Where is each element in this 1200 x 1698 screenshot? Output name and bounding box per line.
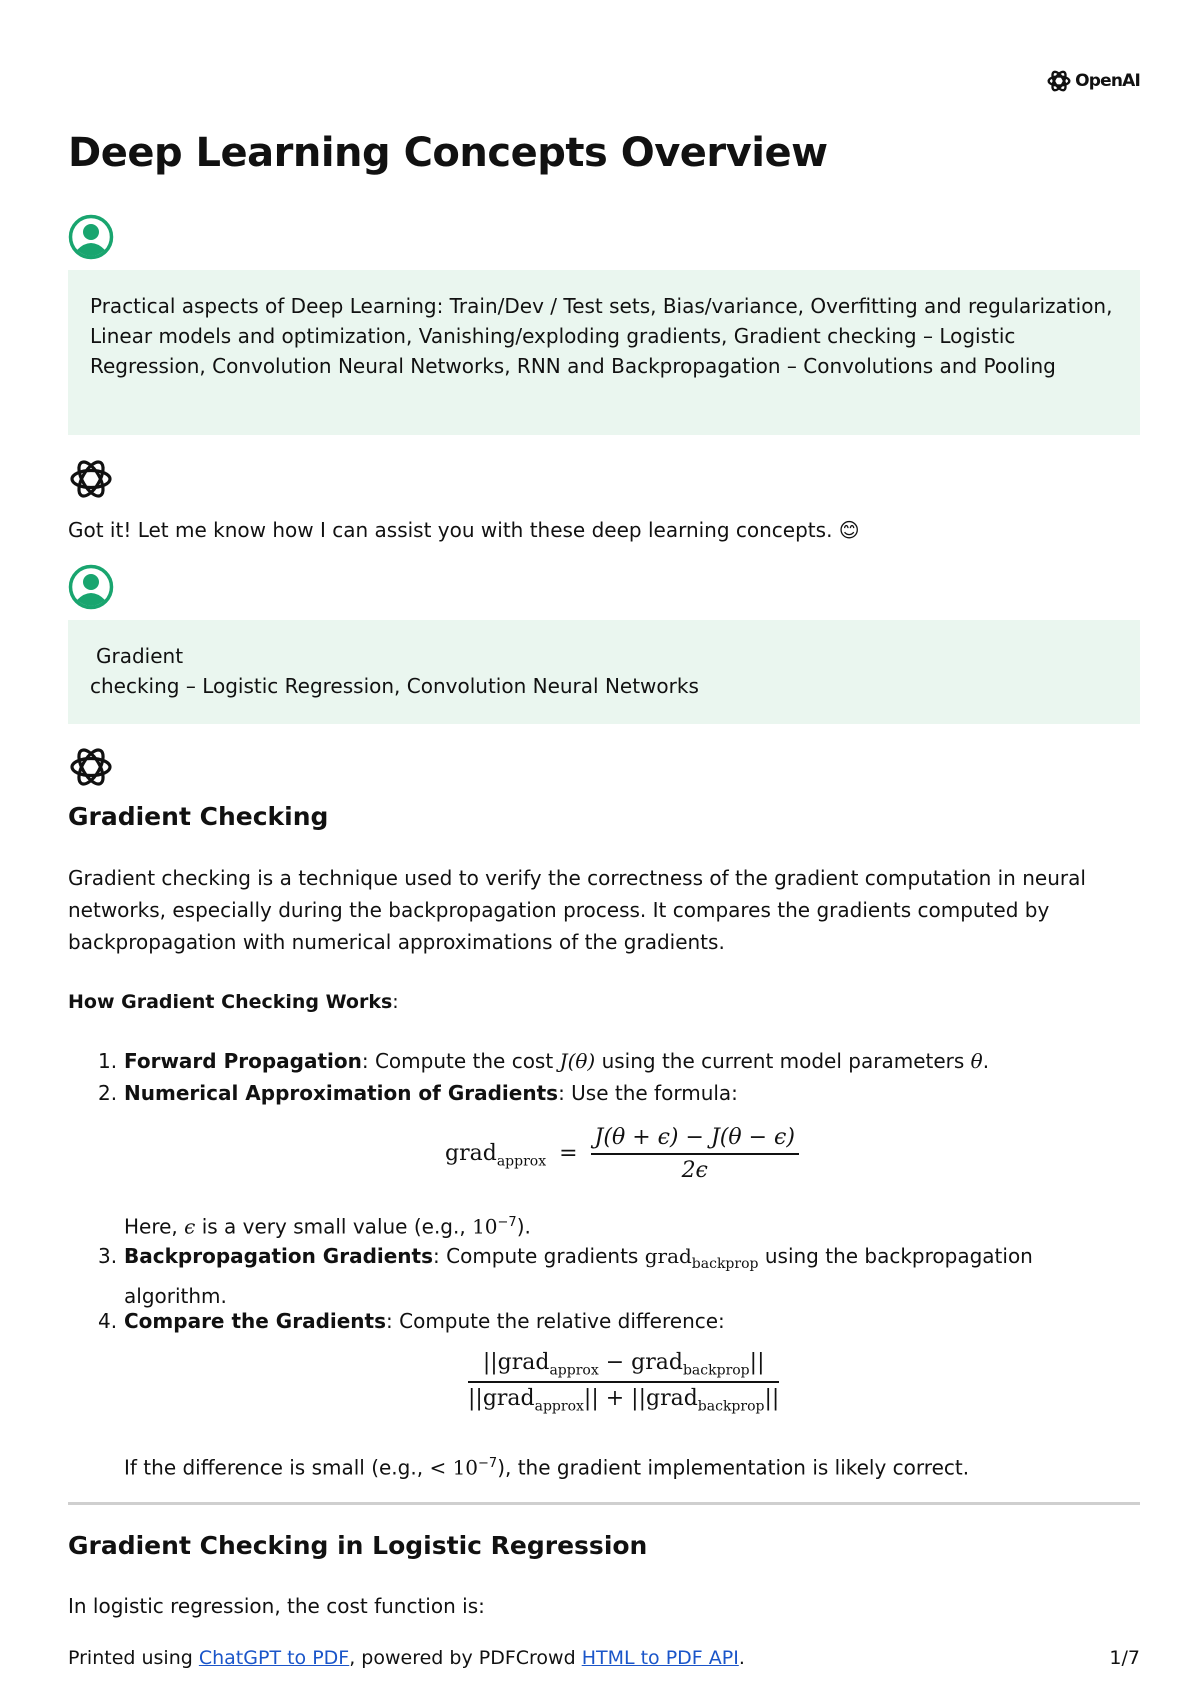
step-1-text-c: . (982, 1049, 990, 1073)
user-message-2-line2: checking – Logistic Regression, Convolution Neural Networks (90, 674, 699, 698)
step-4-text: : Compute the relative difference: (386, 1309, 725, 1333)
chatgpt-logo-icon (68, 744, 114, 790)
section-heading-gradient-checking: Gradient Checking (68, 802, 329, 831)
step-1-text-b: using the current model parameters (595, 1049, 971, 1073)
how-it-works-label: How Gradient Checking Works (68, 991, 393, 1013)
formula-numerator: J(θ + ϵ) − J(θ − ϵ) (591, 1125, 799, 1155)
relative-difference-denominator (468, 1383, 779, 1414)
section-heading-logistic-regression: Gradient Checking in Logistic Regression (68, 1531, 648, 1560)
page-number: 1/7 (1109, 1647, 1140, 1669)
openai-logo-icon (1046, 68, 1072, 94)
step-2-text: : Use the formula: (558, 1081, 738, 1105)
note-threshold-b: ), the gradient implementation is likely correct. (497, 1455, 970, 1480)
chatgpt-to-pdf-link[interactable]: ChatGPT to PDF (198, 1647, 350, 1669)
note-threshold-base: 10 (452, 1455, 479, 1480)
note-threshold-lt: < (429, 1455, 453, 1480)
section-2-intro: In logistic regression, the cost function is: (68, 1594, 485, 1618)
note-threshold-a: If the difference is small (e.g., (124, 1455, 430, 1480)
formula-relative-difference (468, 1350, 779, 1415)
num-sub-b: backprop (682, 1362, 750, 1379)
step-4 (124, 1305, 1104, 1337)
step-3 (124, 1240, 1084, 1312)
note-epsilon-b: is a very small value (e.g., (195, 1214, 473, 1239)
section-1-intro: Gradient checking is a technique used to verify the correctness of the gradient computation in neural networks, especially during the backpropagation process. It compares the gradients computed by backpropagation with numerical approximations of the gradients. (68, 866, 1086, 954)
step-number: 2. (98, 1081, 118, 1105)
formula-equals: = (559, 1141, 578, 1166)
step-3-grad-sub: backprop (691, 1256, 759, 1272)
note-epsilon-symbol: ϵ (184, 1214, 196, 1239)
num-mid: − grad (598, 1350, 683, 1375)
user-avatar-icon (68, 214, 114, 260)
user-message-1 (68, 270, 1140, 435)
note-epsilon-a: Here, (124, 1214, 185, 1239)
step-1-text-a: : Compute the cost (361, 1049, 560, 1073)
note-epsilon-c: ). (516, 1214, 531, 1239)
user-avatar-icon (68, 564, 114, 610)
step-4-label: Compare the Gradients (124, 1309, 387, 1333)
user-message-2 (68, 620, 1140, 724)
step-2 (124, 1077, 1104, 1109)
step-1-math-theta: θ (970, 1049, 983, 1073)
formula-lhs-sub: approx (496, 1153, 547, 1170)
note-epsilon-base: 10 (472, 1214, 498, 1239)
relative-difference-numerator (468, 1350, 779, 1383)
how-it-works-heading (68, 986, 1140, 1018)
footer-suffix: . (738, 1647, 745, 1669)
den-sub-a: approx (534, 1398, 584, 1415)
html-to-pdf-api-link[interactable]: HTML to PDF API (581, 1647, 739, 1669)
note-threshold-exp: −7 (478, 1456, 498, 1471)
footer-middle: , powered by PDFCrowd (349, 1647, 582, 1669)
step-3-text-b: using the backpropagation algorithm. (124, 1244, 1033, 1308)
num-end: || (749, 1350, 765, 1375)
num-sub-a: approx (549, 1362, 599, 1379)
page-title: Deep Learning Concepts Overview (68, 130, 828, 176)
step-3-text-a: : Compute gradients (433, 1244, 645, 1268)
den-sub-b: backprop (697, 1398, 765, 1415)
footer-prefix: Printed using (68, 1647, 199, 1669)
formula-fraction (591, 1125, 799, 1183)
chatgpt-logo-icon (68, 456, 114, 502)
num-a: ||grad (482, 1350, 550, 1375)
user-message-2-line1: Gradient (96, 644, 184, 668)
step-number: 1. (98, 1049, 118, 1073)
den-mid: || + ||grad (583, 1386, 698, 1412)
step-2-label: Numerical Approximation of Gradients (124, 1081, 559, 1105)
den-end: || (764, 1386, 780, 1412)
den-a: ||grad (468, 1386, 535, 1412)
step-3-grad: grad (644, 1244, 692, 1268)
formula-grad-approx (445, 1125, 799, 1183)
user-message-1-text: Practical aspects of Deep Learning: Train/Dev / Test sets, Bias/variance, Overfitting and regularization, Linear models and optimization, Vanishing/exploding gradients, Gradient checking – Logistic Regression, Convolution Neural Networks, RNN and Backpropagation – Convolutions and Pooling (90, 294, 1113, 378)
openai-brand (1046, 68, 1140, 94)
note-threshold (124, 1448, 1104, 1484)
formula-lhs: grad (445, 1141, 497, 1166)
formula-denominator: 2ϵ (681, 1158, 708, 1183)
step-number: 4. (98, 1309, 118, 1333)
note-epsilon-exp: −7 (497, 1215, 517, 1230)
step-3-label: Backpropagation Gradients (124, 1244, 434, 1268)
step-1 (124, 1045, 1104, 1077)
colon: : (392, 991, 399, 1013)
relative-difference-fraction (468, 1350, 779, 1415)
note-epsilon (124, 1207, 1104, 1243)
print-footer (68, 1647, 1140, 1669)
section-divider (68, 1502, 1140, 1505)
step-number: 3. (98, 1244, 118, 1268)
step-1-math-cost: J(θ) (559, 1049, 596, 1073)
assistant-message-1: Got it! Let me know how I can assist you with these deep learning concepts. 😊 (68, 518, 860, 542)
brand-name: OpenAI (1075, 71, 1140, 91)
step-1-label: Forward Propagation (124, 1049, 362, 1073)
